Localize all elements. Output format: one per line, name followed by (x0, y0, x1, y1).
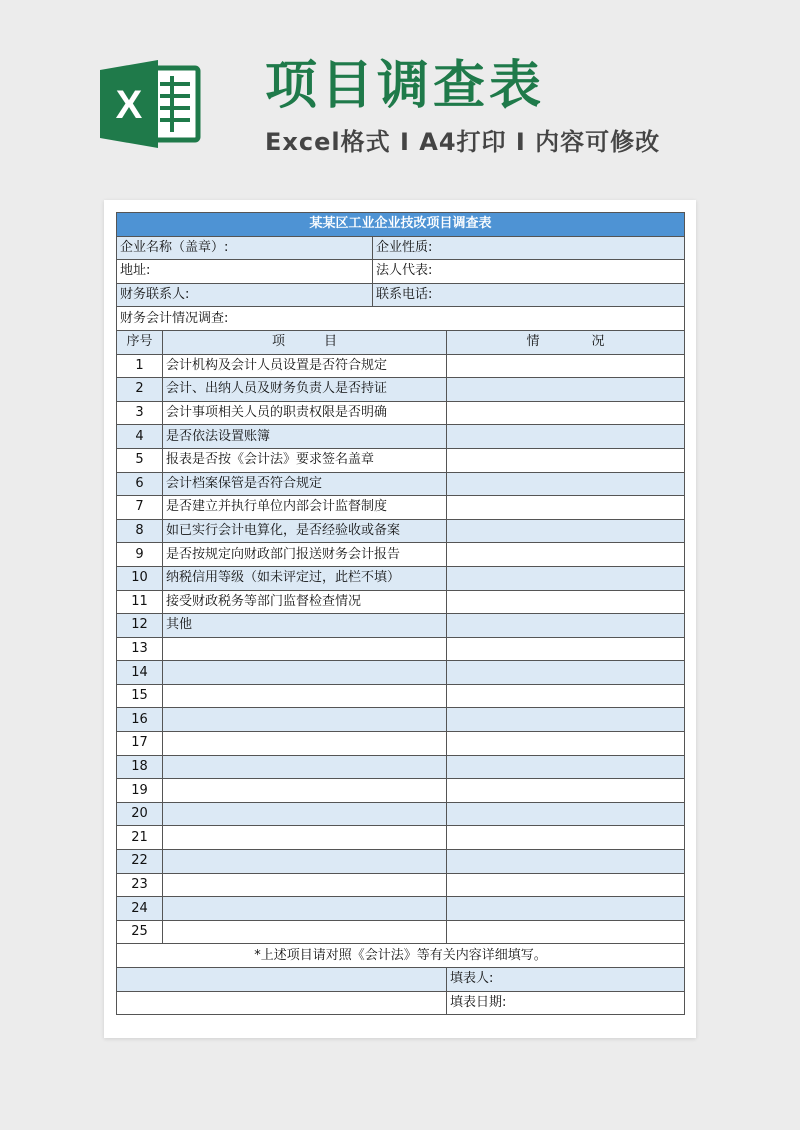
row-item (163, 661, 447, 685)
row-status-cell[interactable] (447, 590, 685, 614)
row-status-cell[interactable] (447, 637, 685, 661)
table-row (117, 354, 685, 378)
row-number: 13 (117, 637, 163, 661)
row-number: 24 (117, 897, 163, 921)
row-item (163, 732, 447, 756)
date-blank-cell (117, 991, 447, 1015)
row-status-cell[interactable] (447, 425, 685, 449)
page-title: 项目调查表 (265, 56, 546, 116)
company-name-cell[interactable]: 企业名称（盖章）: (117, 236, 373, 260)
table-row (117, 448, 685, 472)
row-status-cell[interactable] (447, 802, 685, 826)
row-status-cell[interactable] (447, 354, 685, 378)
row-number: 10 (117, 566, 163, 590)
finance-contact-cell[interactable]: 财务联系人: (117, 283, 373, 307)
row-item: 会计事项相关人员的职责权限是否明确 (163, 401, 447, 425)
row-item: 接受财政税务等部门监督检查情况 (163, 590, 447, 614)
row-status-cell[interactable] (447, 543, 685, 567)
legal-rep-cell[interactable]: 法人代表: (373, 260, 685, 284)
row-number: 15 (117, 684, 163, 708)
fill-date-cell[interactable]: 填表日期: (447, 991, 685, 1015)
row-item (163, 755, 447, 779)
row-number: 9 (117, 543, 163, 567)
row-number: 16 (117, 708, 163, 732)
row-status-cell[interactable] (447, 920, 685, 944)
filler-blank-cell (117, 968, 447, 992)
table-row (117, 873, 685, 897)
column-header-item: 项 目 (163, 330, 447, 354)
row-status-cell[interactable] (447, 401, 685, 425)
excel-icon (98, 58, 202, 150)
row-status-cell[interactable] (447, 566, 685, 590)
table-row (117, 543, 685, 567)
row-item: 是否建立并执行单位内部会计监督制度 (163, 496, 447, 520)
row-number: 7 (117, 496, 163, 520)
row-item (163, 826, 447, 850)
address-cell[interactable]: 地址: (117, 260, 373, 284)
row-number: 12 (117, 614, 163, 638)
row-item: 纳税信用等级（如未评定过，此栏不填） (163, 566, 447, 590)
table-row (117, 708, 685, 732)
table-row (117, 779, 685, 803)
table-row (117, 920, 685, 944)
row-item (163, 802, 447, 826)
row-number: 1 (117, 354, 163, 378)
fill-date-row (117, 991, 685, 1015)
survey-table (116, 212, 685, 1015)
table-row (117, 684, 685, 708)
table-row (117, 755, 685, 779)
row-number: 4 (117, 425, 163, 449)
row-status-cell[interactable] (447, 378, 685, 402)
table-row (117, 802, 685, 826)
row-status-cell[interactable] (447, 448, 685, 472)
row-item: 是否依法设置账簿 (163, 425, 447, 449)
row-item: 其他 (163, 614, 447, 638)
row-number: 21 (117, 826, 163, 850)
table-row (117, 401, 685, 425)
filler-row (117, 968, 685, 992)
row-item: 如已实行会计电算化，是否经验收或备案 (163, 519, 447, 543)
footnote: *上述项目请对照《会计法》等有关内容详细填写。 (117, 944, 685, 968)
row-item: 会计机构及会计人员设置是否符合规定 (163, 354, 447, 378)
column-header-no: 序号 (117, 330, 163, 354)
table-row (117, 614, 685, 638)
filler-cell[interactable]: 填表人: (447, 968, 685, 992)
row-item (163, 684, 447, 708)
row-number: 25 (117, 920, 163, 944)
contact-row (117, 283, 685, 307)
table-row (117, 661, 685, 685)
row-status-cell[interactable] (447, 732, 685, 756)
table-row (117, 519, 685, 543)
row-item (163, 873, 447, 897)
row-number: 19 (117, 779, 163, 803)
page-subtitle: Excel格式 I A4打印 I 内容可修改 (265, 128, 661, 156)
row-item: 是否按规定向财政部门报送财务会计报告 (163, 543, 447, 567)
row-number: 23 (117, 873, 163, 897)
row-item: 会计档案保管是否符合规定 (163, 472, 447, 496)
survey-heading-row (117, 307, 685, 331)
row-status-cell[interactable] (447, 708, 685, 732)
column-header-status: 情 况 (447, 330, 685, 354)
row-item: 会计、出纳人员及财务负责人是否持证 (163, 378, 447, 402)
table-row (117, 566, 685, 590)
table-row (117, 637, 685, 661)
company-nature-cell[interactable]: 企业性质: (373, 236, 685, 260)
row-item (163, 897, 447, 921)
table-row (117, 897, 685, 921)
table-row (117, 732, 685, 756)
row-item (163, 779, 447, 803)
row-status-cell[interactable] (447, 519, 685, 543)
row-number: 18 (117, 755, 163, 779)
row-number: 5 (117, 448, 163, 472)
row-status-cell[interactable] (447, 850, 685, 874)
row-status-cell[interactable] (447, 897, 685, 921)
table-title: 某某区工业企业技改项目调查表 (117, 213, 685, 237)
row-item (163, 850, 447, 874)
table-row (117, 590, 685, 614)
table-row (117, 472, 685, 496)
row-number: 20 (117, 802, 163, 826)
row-number: 17 (117, 732, 163, 756)
row-item: 报表是否按《会计法》要求签名盖章 (163, 448, 447, 472)
row-status-cell[interactable] (447, 779, 685, 803)
logo-letter: X (115, 83, 143, 127)
row-status-cell[interactable] (447, 826, 685, 850)
row-number: 11 (117, 590, 163, 614)
phone-cell[interactable]: 联系电话: (373, 283, 685, 307)
row-item (163, 920, 447, 944)
table-row (117, 425, 685, 449)
table-row (117, 378, 685, 402)
row-number: 8 (117, 519, 163, 543)
table-row (117, 850, 685, 874)
row-number: 3 (117, 401, 163, 425)
row-status-cell[interactable] (447, 496, 685, 520)
column-header-row (117, 330, 685, 354)
row-status-cell[interactable] (447, 873, 685, 897)
table-row (117, 826, 685, 850)
row-status-cell[interactable] (447, 755, 685, 779)
table-title-row (117, 213, 685, 237)
survey-heading: 财务会计情况调查: (117, 307, 685, 331)
row-status-cell[interactable] (447, 684, 685, 708)
table-row (117, 496, 685, 520)
row-number: 2 (117, 378, 163, 402)
note-row (117, 944, 685, 968)
row-item (163, 708, 447, 732)
form-sheet (104, 200, 696, 1038)
row-number: 14 (117, 661, 163, 685)
row-number: 6 (117, 472, 163, 496)
row-item (163, 637, 447, 661)
row-status-cell[interactable] (447, 472, 685, 496)
row-number: 22 (117, 850, 163, 874)
address-row (117, 260, 685, 284)
company-info-row (117, 236, 685, 260)
row-status-cell[interactable] (447, 661, 685, 685)
row-status-cell[interactable] (447, 614, 685, 638)
